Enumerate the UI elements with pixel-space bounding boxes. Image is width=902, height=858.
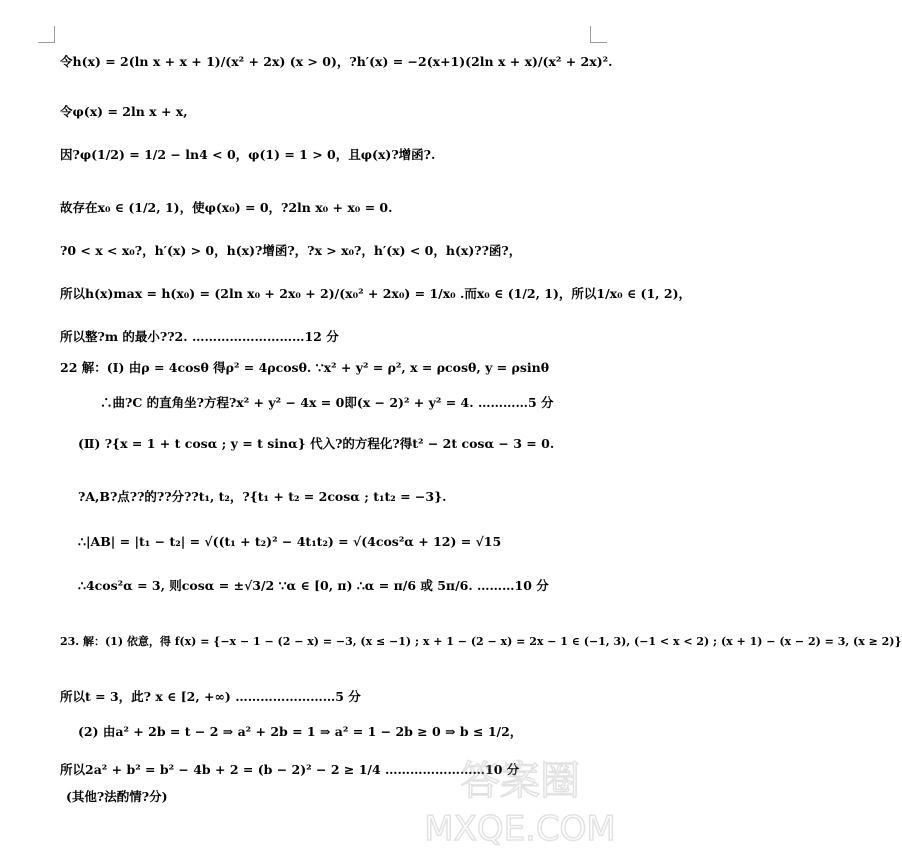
line-23-min: 所以2a² + b² = b² − 4b + 2 = (b − 2)² − 2 ≥ 1/4 ……………………10 分	[60, 762, 520, 777]
watermark-top-text: 答案圈	[460, 758, 580, 804]
line-22-part1: 22 解：(Ⅰ) 由ρ = 4cosθ 得ρ² = 4ρcosθ. ∵x² + y² = ρ², x = ρcosθ, y = ρsinθ	[60, 360, 550, 375]
page-corner-top-left	[38, 26, 55, 43]
line-23-note: (其他?法酌情?分)	[66, 789, 168, 804]
line-23-part2: (2) 由a² + 2b = t − 2 ⇒ a² + 2b = 1 ⇒ a² = 1 − 2b ≥ 0 ⇒ b ≤ 1/2，	[78, 724, 523, 739]
line-existence-x0: 故存在x₀ ∈ (1/2, 1)，使φ(x₀) = 0，?2ln x₀ + x₀ = 0.	[60, 200, 393, 215]
line-min-integer-m: 所以整?m 的最小??2. ………………………12 分	[60, 329, 339, 344]
watermark-logo	[420, 752, 620, 852]
line-monotonic-intervals: ?0 < x < x₀?，h′(x) > 0，h(x)?增函?，?x > x₀?，h′(x) < 0，h(x)??函?，	[60, 243, 522, 258]
line-phi-definition: 令φ(x) = 2ln x + x,	[60, 104, 188, 119]
line-h-definition: 令h(x) = 2(ln x + x + 1)/(x² + 2x) (x > 0)，?h′(x) = −2(x+1)(2ln x + x)/(x² + 2x)².	[60, 54, 613, 69]
watermark-bottom-text: MXQE.COM	[424, 809, 616, 849]
line-22-ab: ∴|AB| = |t₁ − t₂| = √((t₁ + t₂)² − 4t₁t₂) = √(4cos²α + 12) = √15	[78, 534, 502, 549]
line-h-max: 所以h(x)max = h(x₀) = (2ln x₀ + 2x₀ + 2)/(x₀² + 2x₀) = 1/x₀ .而x₀ ∈ (1/2, 1)，所以1/x₀ ∈ (1, 2)，	[60, 286, 691, 301]
line-22-curve-c: ∴曲?C 的直角坐?方程?x² + y² − 4x = 0即(x − 2)² + y² = 4. …………5 分	[100, 395, 554, 410]
line-22-alpha: ∴4cos²α = 3, 则cosα = ±√3/2 ∵α ∈ [0, π) ∴α = π/6 或 5π/6. ………10 分	[78, 578, 549, 593]
page-corner-top-right	[590, 26, 607, 43]
line-22-params: ?A,B?点??的??分??t₁, t₂，?{t₁ + t₂ = 2cosα ; t₁t₂ = −3}.	[78, 489, 447, 504]
line-phi-monotonic: 因?φ(1/2) = 1/2 − ln4 < 0，φ(1) = 1 > 0，且φ(x)?增函?.	[60, 147, 436, 162]
line-23-piecewise: 23. 解：(1) 依意，得 f(x) = {−x − 1 − (2 − x) = −3, (x ≤ −1) ; x + 1 − (2 − x) = 2x − 1 ∈ (−1, 3), (−1 < x < 2) ; (x + 1) − (x − 2) = 3, (x ≥ 2)}	[60, 635, 902, 648]
line-22-part2: (Ⅱ) ?{x = 1 + t cosα ; y = t sinα} 代入?的方程化?得t² − 2t cosα − 3 = 0.	[78, 436, 555, 451]
line-23-t: 所以t = 3，此? x ∈ [2, +∞) ……………………5 分	[60, 689, 361, 704]
